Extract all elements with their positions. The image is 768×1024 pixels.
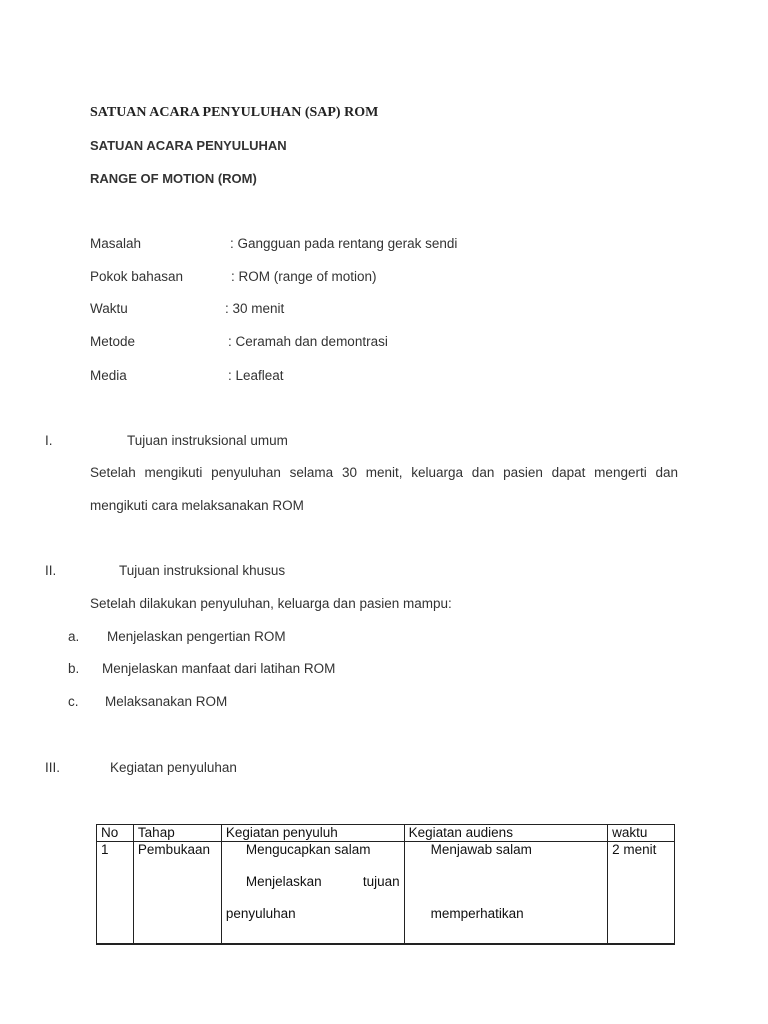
activity-table — [96, 824, 675, 945]
info-label-media: Media — [90, 368, 127, 383]
info-label-metode: Metode — [90, 334, 136, 349]
section2-number: II. — [45, 563, 57, 578]
cell-tahap — [133, 842, 221, 944]
header-kegiatan-penyuluh: Kegiatan penyuluh — [221, 825, 404, 842]
section2-title: Tujuan instruksional khusus — [119, 563, 286, 578]
info-value-waktu: : 30 menit — [225, 301, 285, 316]
cell-no-text: 1 — [101, 842, 109, 857]
info-label-waktu: Waktu — [90, 301, 128, 316]
section1-title: Tujuan instruksional umum — [127, 433, 288, 448]
document-title: SATUAN ACARA PENYULUHAN (SAP) ROM — [90, 105, 379, 120]
info-value-metode: : Ceramah dan demontrasi — [228, 334, 388, 349]
info-value-pokok-bahasan: : ROM (range of motion) — [231, 269, 377, 284]
cell-kegiatan-penyuluh — [221, 842, 404, 944]
list-item-c: Melaksanakan ROM — [105, 694, 228, 709]
audiens-line-1: Menjawab salam — [430, 842, 532, 857]
cell-no — [97, 842, 134, 944]
table-header-row — [97, 825, 675, 842]
info-value-media: : Leafleat — [228, 368, 284, 383]
subtitle-sap: SATUAN ACARA PENYULUHAN — [90, 138, 287, 153]
header-tahap: Tahap — [133, 825, 221, 842]
cell-tahap-text: Pembukaan — [137, 842, 210, 857]
cell-kegiatan-audiens — [404, 842, 608, 944]
penyuluh-line-1: Mengucapkan salam — [245, 842, 371, 857]
penyuluh-line-2-word-1: Menjelaskan — [245, 874, 322, 889]
info-label-pokok-bahasan: Pokok bahasan — [90, 269, 184, 284]
penyuluh-line-3: penyuluhan — [225, 906, 296, 921]
list-item-a: Menjelaskan pengertian ROM — [107, 629, 286, 644]
section3-number: III. — [45, 760, 61, 775]
info-label-masalah: Masalah — [90, 236, 142, 251]
subtitle-rom: RANGE OF MOTION (ROM) — [90, 171, 257, 186]
cell-waktu-text: 2 menit — [612, 842, 657, 857]
header-no: No — [97, 825, 134, 842]
header-waktu: waktu — [608, 825, 675, 842]
info-value-masalah: : Gangguan pada rentang gerak sendi — [230, 236, 458, 251]
list-item-b: Menjelaskan manfaat dari latihan ROM — [102, 661, 336, 676]
cell-waktu — [608, 842, 675, 944]
section2-intro: Setelah dilakukan penyuluhan, keluarga dan pasien mampu: — [90, 596, 452, 611]
list-marker-c: c. — [68, 694, 79, 709]
penyuluh-line-2 — [246, 874, 400, 890]
list-marker-b: b. — [68, 661, 80, 676]
section3-title: Kegiatan penyuluhan — [110, 760, 237, 775]
table-row — [97, 842, 675, 944]
section1-paragraph: Setelah mengikuti penyuluhan selama 30 menit, keluarga dan pasien dapat mengerti dan mengikuti cara melaksanakan ROM — [90, 465, 678, 513]
list-marker-a: a. — [68, 629, 80, 644]
header-kegiatan-audiens: Kegiatan audiens — [404, 825, 608, 842]
section1-number: I. — [45, 433, 53, 448]
audiens-line-2: memperhatikan — [430, 906, 524, 921]
penyuluh-line-2-word-2: tujuan — [362, 874, 400, 889]
